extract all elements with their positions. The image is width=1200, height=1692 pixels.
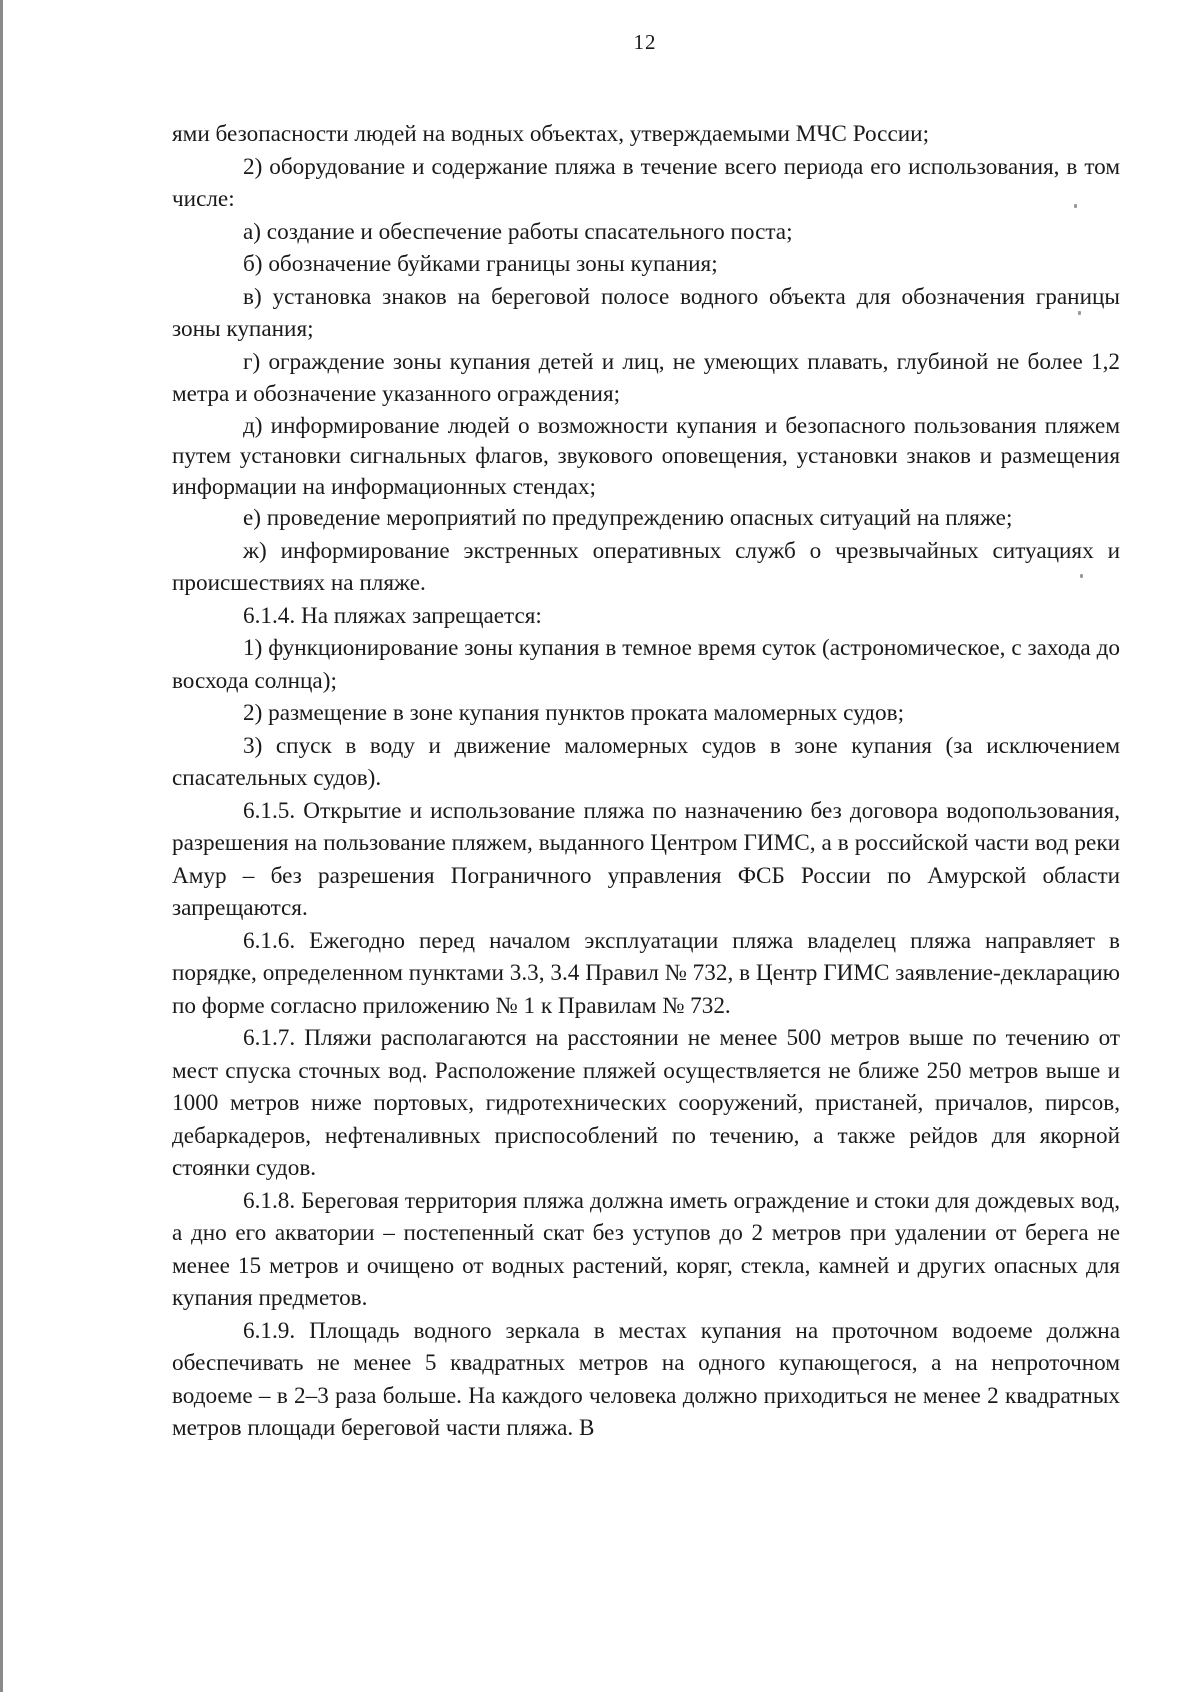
paragraph-6-1-4: 6.1.4. На пляжах запрещается:: [243, 602, 542, 629]
scan-left-edge: [0, 0, 3, 1692]
document-body: [172, 118, 1120, 1445]
paragraph-prohibition-1: 1) функционирование зоны купания в темное время суток (астрономическое, с захода до восхода солнца);: [172, 635, 1120, 694]
page-number: 12: [633, 30, 657, 54]
paragraph-subitem-b: б) обозначение буйками границы зоны купания;: [243, 251, 718, 277]
paragraph-continuation: ями безопасности людей на водных объектах, утверждаемыми МЧС России;: [172, 121, 930, 147]
paragraph-prohibition-3: 3) спуск в воду и движение маломерных судов в зоне купания (за исключением спасательных судов).: [172, 732, 1120, 791]
paragraph-6-1-5: 6.1.5. Открытие и использование пляжа по назначению без договора водопользования, разрешения на пользование пляжем, выданного Центром ГИМС, а в российской части вод реки Амур – без разрешения Пограничного управления ФСБ России по Амурской области запрещаются.: [172, 797, 1120, 921]
paragraph-subitem-d: д) информирование людей о возможности купания и безопасного пользования пляжем путем установки сигнальных флагов, звукового оповещения, установки знаков и размещения информации на информационных стендах;: [172, 412, 1120, 500]
paragraph-6-1-7: 6.1.7. Пляжи располагаются на расстоянии не менее 500 метров выше по течению от мест спуска сточных вод. Расположение пляжей осуществляется не ближе 250 метров выше и 1000 метров ниже портовых, гидротехнических сооружений, пристаней, причалов, пирсов, дебаркадеров, нефтеналивных приспособлений по течению, а также рейдов для якорной стоянки судов.: [172, 1025, 1120, 1181]
paragraph-6-1-8: 6.1.8. Береговая территория пляжа должна иметь ограждение и стоки для дождевых вод, а дно его акватории – постепенный скат без уступов до 2 метров при удалении от берега не менее 15 метров и очищено от водных растений, коряг, стекла, камней и других опасных для купания предметов.: [172, 1187, 1120, 1311]
paragraph-subitem-v: в) установка знаков на береговой полосе водного объекта для обозначения границы зоны купания;: [172, 283, 1120, 342]
paragraph-6-1-6: 6.1.6. Ежегодно перед началом эксплуатации пляжа владелец пляжа направляет в порядке, определенном пунктами 3.3, 3.4 Правил № 732, в Центр ГИМС заявление-декларацию по форме согласно приложению № 1 к Правилам № 732.: [172, 927, 1120, 1019]
scan-speck: [1078, 311, 1081, 315]
scan-speck: [1080, 574, 1083, 578]
paragraph-6-1-9: 6.1.9. Площадь водного зеркала в местах купания на проточном водоеме должна обеспечивать не менее 5 квадратных метров на одного купающегося, а на непроточном водоеме – в 2–3 раза больше. На каждого человека должно приходиться не менее 2 квадратных метров площади береговой части пляжа. В: [172, 1317, 1120, 1441]
paragraph-subitem-zh: ж) информирование экстренных оперативных служб о чрезвычайных ситуациях и происшествиях на пляже.: [172, 537, 1120, 596]
paragraph-item-2: 2) оборудование и содержание пляжа в течение всего периода его использования, в том числе:: [172, 153, 1120, 212]
paragraph-prohibition-2: 2) размещение в зоне купания пунктов проката маломерных судов;: [243, 700, 905, 726]
paragraph-subitem-e: е) проведение мероприятий по предупреждению опасных ситуаций на пляже;: [243, 505, 1013, 531]
scan-speck: [1074, 204, 1077, 208]
paragraph-subitem-a: а) создание и обеспечение работы спасательного поста;: [243, 218, 793, 245]
paragraph-subitem-g: г) ограждение зоны купания детей и лиц, не умеющих плавать, глубиной не более 1,2 метра и обозначение указанного ограждения;: [172, 348, 1120, 407]
